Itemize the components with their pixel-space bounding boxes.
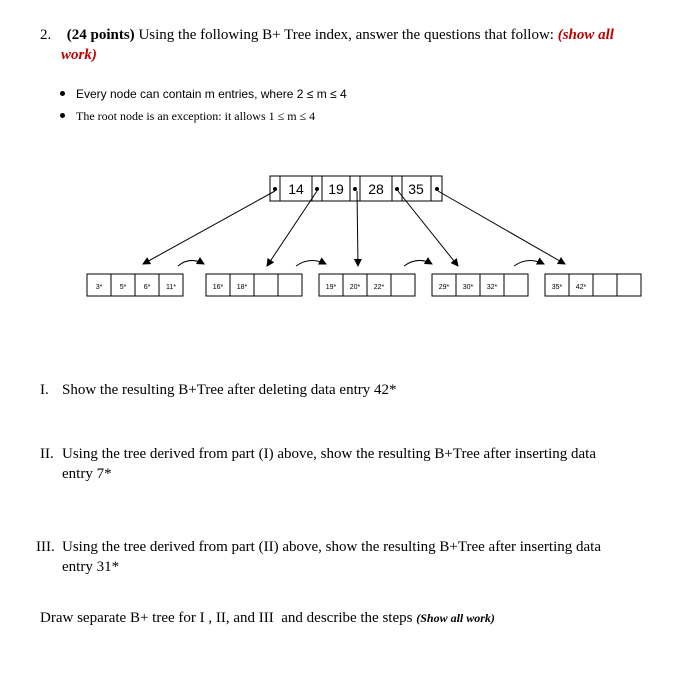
root-key-2: 19 [328,181,344,197]
leaf-entry: 32* [486,284,498,291]
leaf-entry: 42* [575,284,587,291]
bullet-2: The root node is an exception: it allows 1 ≤ m ≤ 4 [76,109,316,123]
part-2-number: II. [40,446,54,462]
root-key-1: 14 [288,181,304,197]
leaf-entry: 19* [325,284,337,291]
question-text: Using the following B+ Tree index, answer the questions that follow: [134,27,558,43]
leaf-entry: 20* [349,284,361,291]
leaf-entry: 35* [551,284,563,291]
leaf-entry: 30* [462,284,474,291]
part-2-text: Using the tree derived from part (I) above, show the resulting B+Tree after inserting data [62,446,596,462]
part-1-text: Show the resulting B+Tree after deleting data entry 42* [62,382,397,398]
leaf-node-5 [545,274,641,296]
footer-note: (Show all work) [416,611,495,625]
question-number: 2. [40,27,52,43]
leaf-node-3 [319,274,415,296]
bullet-1: Every node can contain m entries, where 2 ≤ m ≤ 4 [76,87,347,101]
root-node [270,176,442,201]
bplus-tree-diagram [0,170,699,310]
root-key-4: 35 [408,181,424,197]
leaf-entry: 6* [143,284,151,291]
part-3-text-cont: entry 31* [62,559,120,575]
bullet-icon [60,113,65,118]
child-pointers [143,191,565,266]
leaf-node-1 [87,274,183,296]
sibling-pointers [178,260,544,266]
leaf-entry: 29* [438,284,450,291]
question-line-1 [40,25,660,45]
part-3-number: III. [36,539,55,555]
leaf-node-2 [206,274,302,296]
leaf-entry: 18* [236,284,248,291]
footer-text: Draw separate B+ tree for I , II, and III and describe the steps [40,610,417,626]
question-points: (24 points) [66,27,135,43]
leaf-entry: 22* [373,284,385,291]
show-all-label: (show all [557,27,614,43]
part-3-text: Using the tree derived from part (II) above, show the resulting B+Tree after inserting data [62,539,601,555]
part-1-number: I. [40,382,49,398]
question-line-2 [61,45,97,65]
leaf-entry: 3* [95,284,103,291]
root-key-3: 28 [368,181,384,197]
part-2-text-cont: entry 7* [62,466,112,482]
footer-instruction [40,608,495,628]
leaf-entry: 5* [119,284,127,291]
show-all-cont: work) [61,47,97,63]
bullet-icon [60,91,65,96]
leaf-entry: 11* [166,284,176,291]
leaf-entry: 16* [212,284,224,291]
leaf-node-4 [432,274,528,296]
